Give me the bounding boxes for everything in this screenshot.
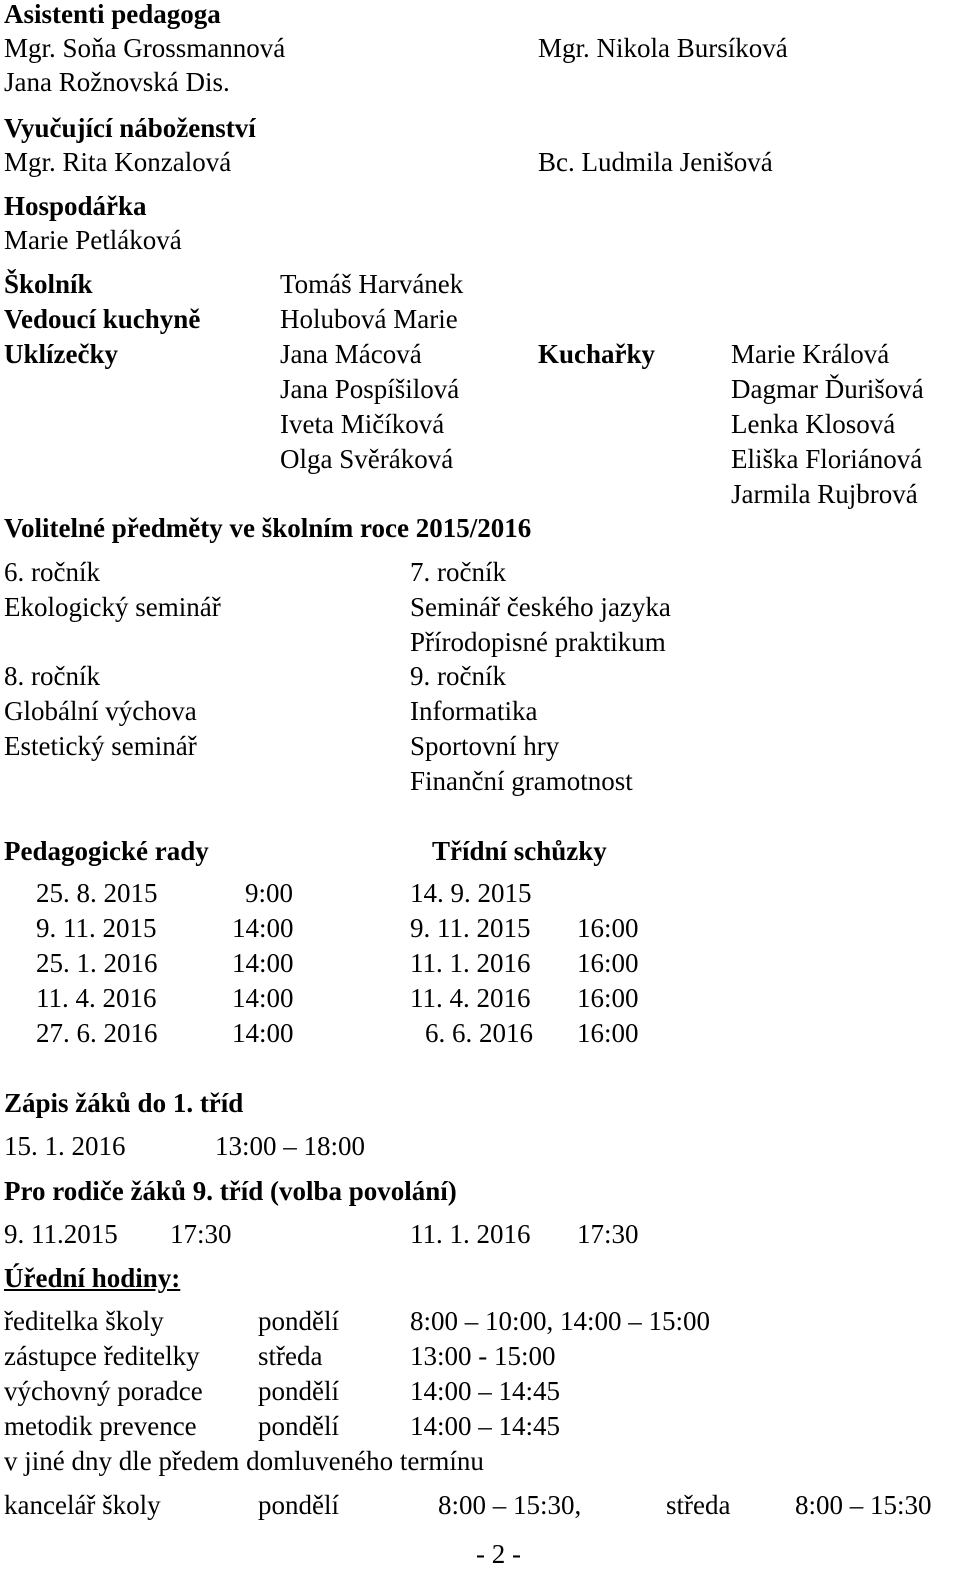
cook-name: Marie Králová xyxy=(731,339,890,369)
office-hours-time: 8:00 – 15:30 xyxy=(795,1490,932,1520)
kitchen-head-label: Vedoucí kuchyně xyxy=(4,304,201,334)
office-hours-role: zástupce ředitelky xyxy=(4,1341,200,1371)
janitor-name: Tomáš Harvánek xyxy=(280,269,464,299)
elective-subject: Informatika xyxy=(410,696,538,726)
parent-meetings-heading: Třídní schůzky xyxy=(432,836,607,866)
meeting-time: 14:00 xyxy=(232,983,294,1013)
enrollment-heading: Zápis žáků do 1. tříd xyxy=(4,1088,244,1118)
elective-subject: Estetický seminář xyxy=(4,731,197,761)
office-hours-day: pondělí xyxy=(258,1306,339,1336)
cleaner-name: Jana Pospíšilová xyxy=(280,374,460,404)
meeting-time: 16:00 xyxy=(577,913,639,943)
meeting-time: 16:00 xyxy=(577,983,639,1013)
cleaners-label: Uklízečky xyxy=(4,339,118,369)
office-hours-role: výchovný poradce xyxy=(4,1376,203,1406)
elective-subject: Přírodopisné praktikum xyxy=(410,627,666,657)
career-time: 17:30 xyxy=(170,1219,232,1249)
assistant-name: Mgr. Nikola Bursíková xyxy=(538,33,788,63)
cook-name: Dagmar Ďurišová xyxy=(731,374,924,404)
grade-label: 8. ročník xyxy=(4,661,100,691)
meeting-date: 11. 4. 2016 xyxy=(36,983,157,1013)
meeting-time: 9:00 xyxy=(245,878,294,908)
office-hours-role: metodik prevence xyxy=(4,1411,197,1441)
meeting-date: 25. 8. 2015 xyxy=(36,878,158,908)
meeting-date: 9. 11. 2015 xyxy=(36,913,157,943)
cleaner-name: Olga Svěráková xyxy=(280,444,454,474)
office-hours-time: 8:00 – 10:00, 14:00 – 15:00 xyxy=(410,1306,711,1336)
cook-name: Lenka Klosová xyxy=(731,409,896,439)
career-date: 9. 11.2015 xyxy=(4,1219,118,1249)
cleaner-name: Iveta Mičíková xyxy=(280,409,445,439)
elective-subject: Globální výchova xyxy=(4,696,197,726)
enrollment-date: 15. 1. 2016 xyxy=(4,1131,126,1161)
office-hours-day: středa xyxy=(666,1490,731,1520)
enrollment-time: 13:00 – 18:00 xyxy=(215,1131,366,1161)
elective-subject: Seminář českého jazyka xyxy=(410,592,671,622)
housekeeper-name: Marie Petláková xyxy=(4,225,182,255)
page-number: - 2 - xyxy=(476,1539,521,1569)
meeting-time: 14:00 xyxy=(232,913,294,943)
kitchen-head-name: Holubová Marie xyxy=(280,304,458,334)
meeting-date: 27. 6. 2016 xyxy=(36,1018,158,1048)
office-hours-role: ředitelka školy xyxy=(4,1306,164,1336)
career-heading: Pro rodiče žáků 9. tříd (volba povolání) xyxy=(4,1176,457,1206)
assistants-heading: Asistenti pedagoga xyxy=(4,0,221,29)
meeting-time: 16:00 xyxy=(577,1018,639,1048)
meeting-time: 14:00 xyxy=(232,1018,294,1048)
office-hours-day: pondělí xyxy=(258,1376,339,1406)
meeting-date: 14. 9. 2015 xyxy=(410,878,532,908)
meeting-date: 6. 6. 2016 xyxy=(425,1018,533,1048)
cook-name: Jarmila Rujbrová xyxy=(731,479,918,509)
office-hours-time: 14:00 – 14:45 xyxy=(410,1376,561,1406)
office-hours-time: 8:00 – 15:30, xyxy=(438,1490,582,1520)
meeting-date: 25. 1. 2016 xyxy=(36,948,158,978)
meeting-date: 11. 4. 2016 xyxy=(410,983,531,1013)
meeting-date: 9. 11. 2015 xyxy=(410,913,531,943)
office-hours-time: 13:00 - 15:00 xyxy=(410,1341,556,1371)
cleaner-name: Jana Mácová xyxy=(280,339,422,369)
office-hours-day: středa xyxy=(258,1341,323,1371)
assistant-name: Mgr. Soňa Grossmannová xyxy=(4,33,286,63)
meeting-time: 16:00 xyxy=(577,948,639,978)
religion-heading: Vyučující náboženství xyxy=(4,113,256,143)
meeting-date: 11. 1. 2016 xyxy=(410,948,531,978)
office-hours-role: kancelář školy xyxy=(4,1490,161,1520)
housekeeper-heading: Hospodářka xyxy=(4,191,147,221)
office-hours-time: 14:00 – 14:45 xyxy=(410,1411,561,1441)
career-date: 11. 1. 2016 xyxy=(410,1219,531,1249)
cook-name: Eliška Floriánová xyxy=(731,444,923,474)
assistant-name: Jana Rožnovská Dis. xyxy=(4,67,230,97)
cooks-label: Kuchařky xyxy=(538,339,656,369)
grade-label: 7. ročník xyxy=(410,557,506,587)
janitor-label: Školník xyxy=(4,269,93,299)
elective-subject: Finanční gramotnost xyxy=(410,766,633,796)
office-hours-day: pondělí xyxy=(258,1490,339,1520)
career-time: 17:30 xyxy=(577,1219,639,1249)
office-hours-day: pondělí xyxy=(258,1411,339,1441)
office-hours-note: v jiné dny dle předem domluveného termínu xyxy=(4,1446,484,1476)
religion-teacher-name: Bc. Ludmila Jenišová xyxy=(538,147,773,177)
teacher-meetings-heading: Pedagogické rady xyxy=(4,836,209,866)
electives-heading: Volitelné předměty ve školním roce 2015/2016 xyxy=(4,513,532,543)
religion-teacher-name: Mgr. Rita Konzalová xyxy=(4,147,232,177)
grade-label: 6. ročník xyxy=(4,557,100,587)
meeting-time: 14:00 xyxy=(232,948,294,978)
elective-subject: Sportovní hry xyxy=(410,731,560,761)
grade-label: 9. ročník xyxy=(410,661,506,691)
office-hours-heading: Úřední hodiny: xyxy=(4,1263,181,1293)
elective-subject: Ekologický seminář xyxy=(4,592,221,622)
